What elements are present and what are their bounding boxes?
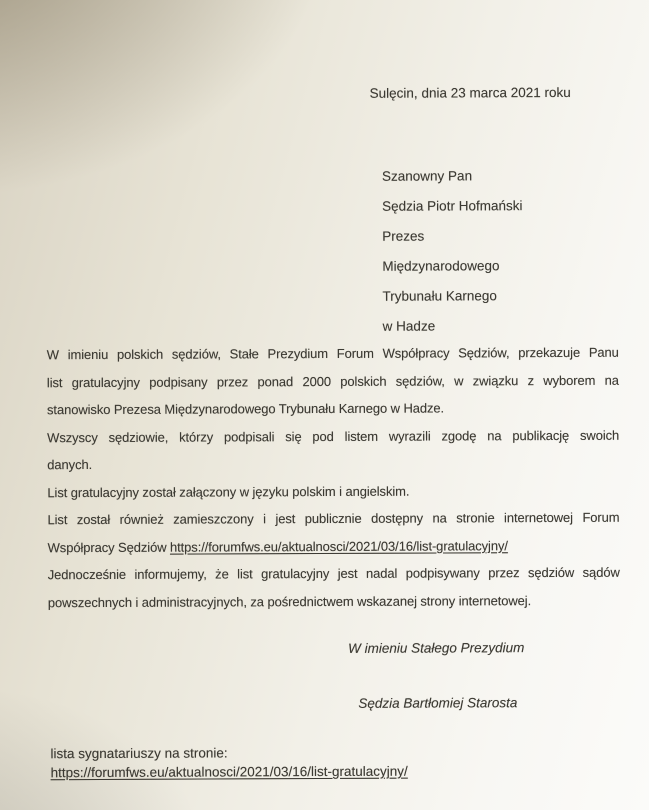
body-line: W imieniu polskich sędziów, Stałe Prezydium Forum Współpracy Sędziów, przekazuje Panu — [46, 344, 619, 363]
recipient-org-line-2: Trybunału Karnego — [382, 288, 497, 304]
body-line: List został również zamieszczony i jest publicznie dostępny na stronie internetowej Forum — [47, 509, 620, 528]
footer-url-link: https://forumfws.eu/aktualnosci/2021/03/16/list-gratulacyjny/ — [50, 763, 408, 781]
letter-body — [47, 339, 620, 616]
signatory-name: Sędzia Bartłomiej Starosta — [358, 695, 518, 711]
body-line: Jednocześnie informujemy, że list gratulacyjny jest nadal podpisywany przez sędziów sądów — [47, 564, 620, 583]
recipient-org-line-1: Międzynarodowego — [382, 258, 500, 274]
recipient-block — [382, 161, 523, 342]
footer-label: lista sygnatariuszy na stronie: — [50, 745, 228, 762]
recipient-title: Prezes — [382, 228, 425, 244]
date-line: Sulęcin, dnia 23 marca 2021 roku — [369, 84, 571, 101]
closing-role-line: W imieniu Stałego Prezydium — [348, 640, 525, 656]
inline-url-link: https://forumfws.eu/aktualnosci/2021/03/16/list-gratulacyjny/ — [169, 537, 508, 555]
body-line: list gratulacyjny podpisany przez ponad 2000 polskich sędziów, w związku z wyborem na — [46, 372, 619, 390]
body-line: List gratulacyjny został załączony w języku polskim i angielskim. — [47, 483, 410, 500]
recipient-name: Sędzia Piotr Hofmański — [382, 198, 523, 214]
footer-block — [50, 743, 407, 783]
body-line: stanowisko Prezesa Międzynarodowego Trybunału Karnego w Hadze. — [46, 400, 445, 418]
body-line: danych. — [47, 457, 93, 473]
body-line: Wszyscy sędziowie, którzy podpisali się pod listem wyrazili zgodę na publikację swoich — [47, 427, 620, 445]
body-line-link-prefix: Współpracy Sędziów — [47, 539, 171, 555]
body-line-with-link — [48, 531, 620, 561]
recipient-salutation: Szanowny Pan — [381, 168, 473, 184]
body-line: powszechnych i administracyjnych, za pośrednictwem wskazanej strony internetowej. — [47, 592, 532, 610]
recipient-city: w Hadze — [382, 318, 436, 334]
